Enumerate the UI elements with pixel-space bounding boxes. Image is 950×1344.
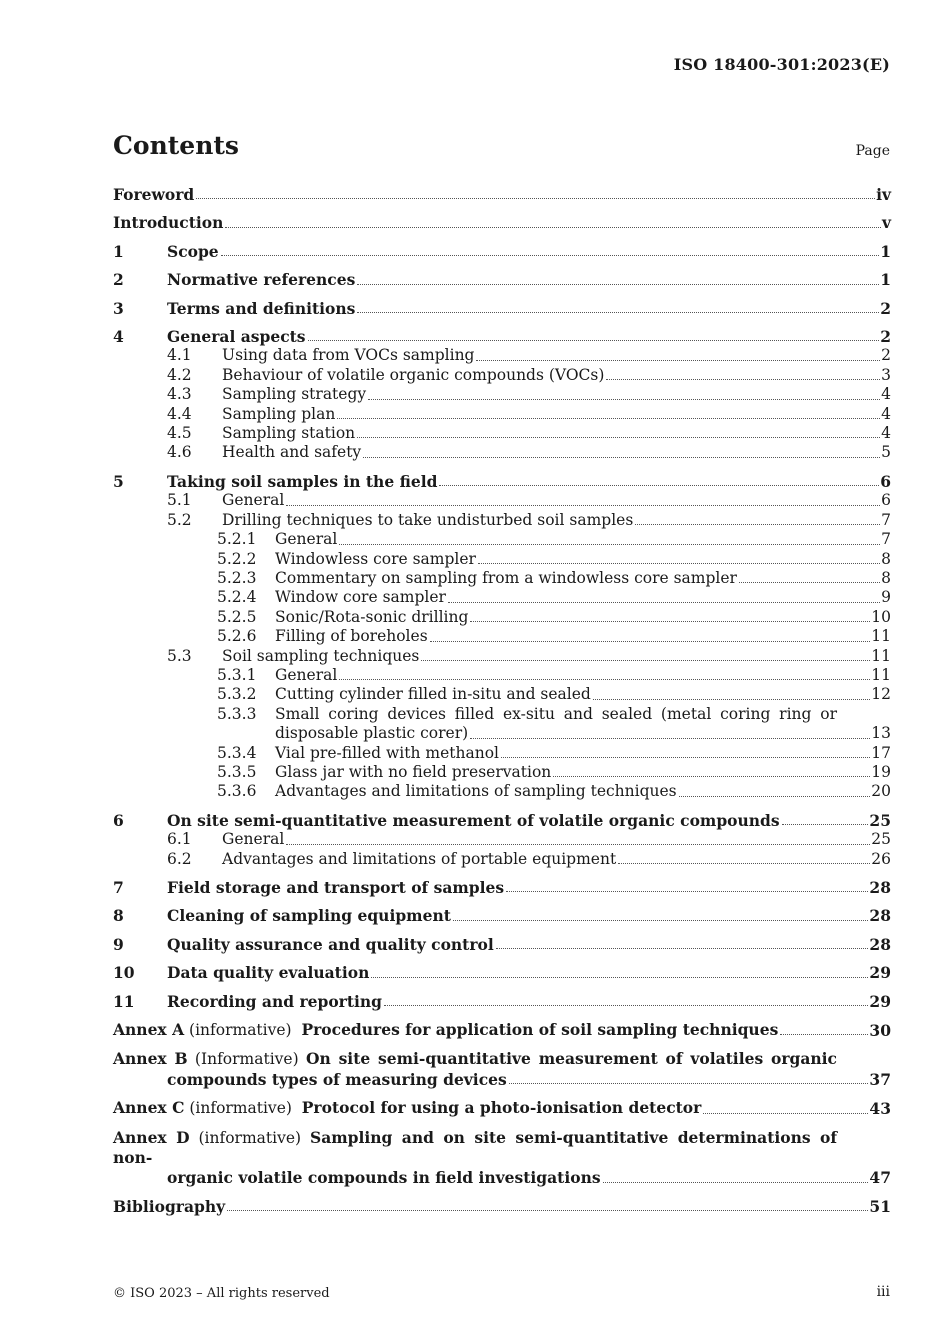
- toc-entry-page: 28: [869, 878, 891, 897]
- toc-entry-title: Taking soil samples in the field: [167, 471, 438, 491]
- toc-entry-page: 51: [869, 1196, 891, 1216]
- dot-leader: [221, 254, 880, 256]
- toc-entry-page: 1: [880, 270, 891, 290]
- toc-entry-page: 8: [881, 568, 891, 587]
- toc-entry-number: 3: [113, 298, 124, 318]
- toc-entry-title: Health and safety: [222, 443, 362, 462]
- toc-entry-number: 6.2: [167, 849, 192, 868]
- toc-entry-annex-heading: Annex A (informative) Procedures for application of soil sampling techniques: [113, 1020, 779, 1040]
- toc-entry-page: 43: [869, 1099, 891, 1119]
- toc-entry-title: Behaviour of volatile organic compounds (VOCs): [222, 365, 605, 384]
- toc-entry-number: 5.2.1: [217, 530, 257, 549]
- toc-entry-page: 2: [880, 327, 891, 347]
- toc-entry-title: Quality assurance and quality control: [167, 934, 494, 954]
- toc-entry-page: 29: [869, 991, 891, 1011]
- toc-entry-4-4[interactable]: [113, 405, 891, 424]
- toc-entry-number: 5.2.4: [217, 588, 257, 607]
- toc-entry-title: General: [222, 491, 285, 510]
- toc-entry-title: Advantages and limitations of portable equipment: [222, 849, 617, 868]
- page-number: iii: [876, 1284, 890, 1300]
- toc-entry-page: 2: [881, 346, 891, 365]
- toc-entry-title: Cleaning of sampling equipment: [167, 906, 451, 926]
- dot-leader: [635, 523, 880, 525]
- dot-leader: [780, 1033, 868, 1035]
- dot-leader: [679, 795, 871, 797]
- toc-entry-annex-heading: Annex D (informative) Sampling and on site semi-quantitative determinations of non-: [113, 1127, 838, 1168]
- toc-entry-title: Cutting cylinder filled in-situ and sealed: [275, 685, 591, 704]
- toc-entry-title: Window core sampler: [275, 588, 446, 607]
- toc-entry-page: 17: [871, 743, 891, 762]
- toc-entry-page: 30: [869, 1021, 891, 1041]
- dot-leader: [470, 620, 870, 622]
- toc-entry-title: Terms and definitions: [167, 298, 356, 318]
- toc-entry-page: 47: [869, 1168, 891, 1188]
- toc-entry-title: Soil sampling techniques: [222, 646, 420, 665]
- toc-entry-annex-c[interactable]: [113, 1098, 891, 1118]
- toc-entry-title: Field storage and transport of samples: [167, 878, 505, 897]
- toc-entry-number: 5.3.4: [217, 743, 257, 762]
- dot-leader: [506, 890, 868, 892]
- toc-entry-title: Sampling station: [222, 424, 356, 443]
- dot-leader: [453, 919, 869, 921]
- toc-entry-3[interactable]: [113, 299, 891, 318]
- toc-entry-number: 5.3.2: [217, 685, 257, 704]
- toc-entry-number: 5: [113, 471, 124, 491]
- toc-entry-8[interactable]: [113, 906, 891, 925]
- toc-entry-title: Commentary on sampling from a windowless core sampler: [275, 568, 737, 587]
- toc-entry-4-3[interactable]: [113, 385, 891, 404]
- toc-entry-9[interactable]: [113, 935, 891, 954]
- toc-entry-title: Bibliography: [113, 1196, 226, 1216]
- toc-entry-page: 9: [881, 588, 891, 607]
- toc-entry-number: 5.1: [167, 491, 192, 510]
- toc-entry-6[interactable]: [113, 811, 891, 830]
- dot-leader: [470, 737, 870, 739]
- toc-entry-number: 5.2.5: [217, 607, 257, 626]
- dot-leader: [227, 1209, 868, 1211]
- toc-entry-4[interactable]: [113, 327, 891, 346]
- toc-entry-number: 6: [113, 810, 124, 830]
- toc-entry-page: 11: [871, 627, 891, 646]
- toc-entry-4-5[interactable]: [113, 424, 891, 443]
- toc-entry-page: 11: [871, 646, 891, 665]
- dot-leader: [603, 1181, 869, 1183]
- toc-entry-title: Vial pre-filled with methanol: [275, 743, 499, 762]
- toc-entry-number: 5.2.6: [217, 627, 257, 646]
- toc-entry-number: 4.4: [167, 404, 192, 423]
- toc-entry-page: 2: [880, 298, 891, 318]
- toc-entry-6-1[interactable]: [113, 830, 891, 849]
- toc-entry-title-line2: disposable plastic corer): [275, 724, 469, 743]
- toc-entry-page: 13: [871, 724, 891, 743]
- toc-entry-number: 5.2: [167, 510, 192, 529]
- toc-entry-annex-heading: Annex B (Informative) On site semi-quantitative measurement of volatiles organic: [113, 1049, 837, 1069]
- dot-leader: [357, 436, 880, 438]
- toc-entry-page: 25: [871, 830, 891, 849]
- toc-entry-page: 6: [880, 471, 891, 491]
- dot-leader: [339, 543, 880, 545]
- toc-entry-page: 29: [869, 963, 891, 983]
- dot-leader: [448, 601, 880, 603]
- toc-entry-title: Drilling techniques to take undisturbed soil samples: [222, 510, 634, 529]
- toc-entry-title: Windowless core sampler: [275, 549, 476, 568]
- dot-leader: [782, 823, 869, 825]
- toc-entry-title: Filling of boreholes: [275, 627, 428, 646]
- toc-entry-page: 7: [881, 510, 891, 529]
- dot-leader: [286, 843, 870, 845]
- dot-leader: [509, 1082, 869, 1084]
- toc-entry-title: General: [222, 830, 285, 849]
- toc-entry-page: v: [881, 213, 891, 233]
- dot-leader: [384, 1004, 868, 1006]
- toc-entry-title-line1: Small coring devices filled ex-situ and sealed (metal coring ring or: [275, 704, 837, 723]
- toc-entry-page: 37: [869, 1069, 891, 1089]
- toc-entry-title: Sampling strategy: [222, 385, 367, 404]
- dot-leader: [430, 640, 871, 642]
- toc-entry-number: 7: [113, 878, 124, 897]
- dot-leader: [501, 756, 870, 758]
- toc-entry-4-2[interactable]: [113, 366, 891, 385]
- toc-entry-title: General aspects: [167, 327, 306, 347]
- toc-entry-annex-a[interactable]: [113, 1020, 891, 1040]
- toc-entry-number: 5.3.3: [217, 704, 257, 723]
- copyright-notice: © ISO 2023 – All rights reserved: [113, 1286, 330, 1301]
- toc-entry-number: 4: [113, 327, 124, 347]
- toc-entry-page: 4: [881, 385, 891, 404]
- toc-entry-5-1[interactable]: [113, 491, 891, 510]
- toc-entry-page: 11: [871, 665, 891, 684]
- toc-entry-title: General: [275, 530, 338, 549]
- dot-leader: [337, 417, 880, 419]
- toc-entry-number: 5.3.1: [217, 665, 257, 684]
- toc-entry-5-3-2[interactable]: [113, 685, 891, 704]
- toc-entry-number: 5.3: [167, 646, 192, 665]
- table-of-contents: [113, 185, 891, 1216]
- dot-leader: [703, 1112, 868, 1114]
- dot-leader: [439, 484, 879, 486]
- dot-leader: [339, 678, 870, 680]
- toc-entry-bibliography[interactable]: [113, 1197, 891, 1216]
- document-identifier: ISO 18400-301:2023(E): [673, 55, 890, 74]
- toc-entry-title: Recording and reporting: [167, 991, 382, 1011]
- toc-entry-page: 20: [871, 782, 891, 801]
- toc-entry-number: 10: [113, 963, 135, 983]
- toc-entry-5-3-4[interactable]: [113, 744, 891, 763]
- toc-entry-number: 4.1: [167, 346, 192, 365]
- page-column-label: Page: [855, 143, 890, 159]
- toc-entry-title: Foreword: [113, 185, 195, 204]
- toc-entry-number: 5.2.3: [217, 568, 257, 587]
- toc-entry-10[interactable]: [113, 963, 891, 982]
- toc-entry-5-2-3[interactable]: [113, 569, 891, 588]
- toc-entry-title-line2: compounds types of measuring devices: [167, 1069, 507, 1089]
- dot-leader: [371, 976, 868, 978]
- dot-leader: [368, 398, 880, 400]
- dot-leader: [496, 947, 869, 949]
- toc-entry-page: 12: [871, 685, 891, 704]
- toc-entry-number: 5.3.6: [217, 782, 257, 801]
- toc-entry-page: 4: [881, 404, 891, 423]
- toc-entry-number: 11: [113, 991, 135, 1011]
- toc-entry-5-3-6[interactable]: [113, 782, 891, 801]
- dot-leader: [196, 197, 875, 199]
- toc-entry-page: 10: [871, 607, 891, 626]
- toc-entry-5-2-6[interactable]: [113, 627, 891, 646]
- toc-entry-page: 7: [881, 530, 891, 549]
- dot-leader: [308, 339, 880, 341]
- toc-entry-number: 4.6: [167, 443, 192, 462]
- toc-entry-1[interactable]: [113, 242, 891, 261]
- toc-entry-title-line2: organic volatile compounds in field investigations: [167, 1168, 601, 1188]
- dot-leader: [357, 283, 879, 285]
- toc-entry-5[interactable]: [113, 472, 891, 491]
- toc-entry-number: 4.5: [167, 424, 192, 443]
- toc-entry-title: Sampling plan: [222, 404, 336, 423]
- toc-entry-number: 4.3: [167, 385, 192, 404]
- dot-leader: [593, 698, 870, 700]
- toc-entry-title: Scope: [167, 241, 219, 261]
- dot-leader: [606, 378, 880, 380]
- toc-entry-number: 4.2: [167, 365, 192, 384]
- toc-entry-5-2-2[interactable]: [113, 550, 891, 569]
- toc-entry-title: Normative references: [167, 270, 356, 290]
- toc-entry-2[interactable]: [113, 270, 891, 289]
- toc-entry-page: 26: [871, 849, 891, 868]
- toc-entry-page: 19: [871, 762, 891, 781]
- toc-entry-6-2[interactable]: [113, 850, 891, 869]
- toc-entry-title: On site semi-quantitative measurement of volatile organic compounds: [167, 810, 780, 830]
- toc-entry-annex-b[interactable]: [113, 1049, 891, 1089]
- toc-entry-annex-heading: Annex C (informative) Protocol for using a photo-ionisation detector: [113, 1098, 702, 1118]
- dot-leader: [421, 659, 870, 661]
- toc-entry-number: 6.1: [167, 830, 192, 849]
- toc-entry-page: 25: [869, 810, 891, 830]
- toc-entry-5-2[interactable]: [113, 511, 891, 530]
- toc-entry-page: 1: [880, 241, 891, 261]
- contents-heading: Contents: [113, 131, 240, 160]
- dot-leader: [363, 456, 880, 458]
- toc-entry-title: Using data from VOCs sampling: [222, 346, 475, 365]
- toc-entry-title: Glass jar with no field preservation: [275, 762, 552, 781]
- toc-entry-5-3-5[interactable]: [113, 763, 891, 782]
- toc-entry-foreword[interactable]: [113, 185, 891, 204]
- toc-entry-page: iv: [876, 185, 891, 204]
- toc-entry-page: 8: [881, 549, 891, 568]
- toc-entry-4-6[interactable]: [113, 443, 891, 462]
- toc-entry-11[interactable]: [113, 992, 891, 1011]
- dot-leader: [357, 311, 879, 313]
- toc-entry-page: 6: [881, 491, 891, 510]
- dot-leader: [225, 226, 881, 228]
- toc-entry-4-1[interactable]: [113, 346, 891, 365]
- toc-entry-page: 5: [881, 443, 891, 462]
- toc-entry-title: Advantages and limitations of sampling techniques: [275, 782, 677, 801]
- toc-entry-page: 28: [869, 934, 891, 954]
- dot-leader: [286, 504, 880, 506]
- toc-entry-number: 2: [113, 270, 124, 290]
- toc-entry-5-3[interactable]: [113, 647, 891, 666]
- toc-entry-number: 1: [113, 241, 124, 261]
- dot-leader: [618, 862, 870, 864]
- toc-entry-5-2-5[interactable]: [113, 608, 891, 627]
- toc-entry-number: 9: [113, 934, 124, 954]
- dot-leader: [553, 775, 870, 777]
- toc-entry-number: 5.2.2: [217, 549, 257, 568]
- toc-entry-5-3-3[interactable]: [113, 705, 891, 744]
- dot-leader: [476, 359, 880, 361]
- toc-entry-5-3-1[interactable]: [113, 666, 891, 685]
- toc-entry-introduction[interactable]: [113, 213, 891, 232]
- toc-entry-page: 3: [881, 365, 891, 384]
- toc-entry-title: General: [275, 665, 338, 684]
- toc-entry-5-2-1[interactable]: [113, 530, 891, 549]
- dot-leader: [739, 581, 880, 583]
- toc-entry-5-2-4[interactable]: [113, 588, 891, 607]
- toc-entry-7[interactable]: [113, 878, 891, 897]
- toc-entry-title: Introduction: [113, 213, 224, 233]
- toc-entry-title: Data quality evaluation: [167, 963, 370, 983]
- toc-entry-annex-d[interactable]: [113, 1128, 891, 1188]
- dot-leader: [478, 562, 880, 564]
- toc-entry-page: 4: [881, 424, 891, 443]
- toc-entry-page: 28: [869, 906, 891, 926]
- toc-entry-title: Sonic/Rota-sonic drilling: [275, 607, 469, 626]
- toc-entry-number: 8: [113, 906, 124, 926]
- toc-entry-number: 5.3.5: [217, 762, 257, 781]
